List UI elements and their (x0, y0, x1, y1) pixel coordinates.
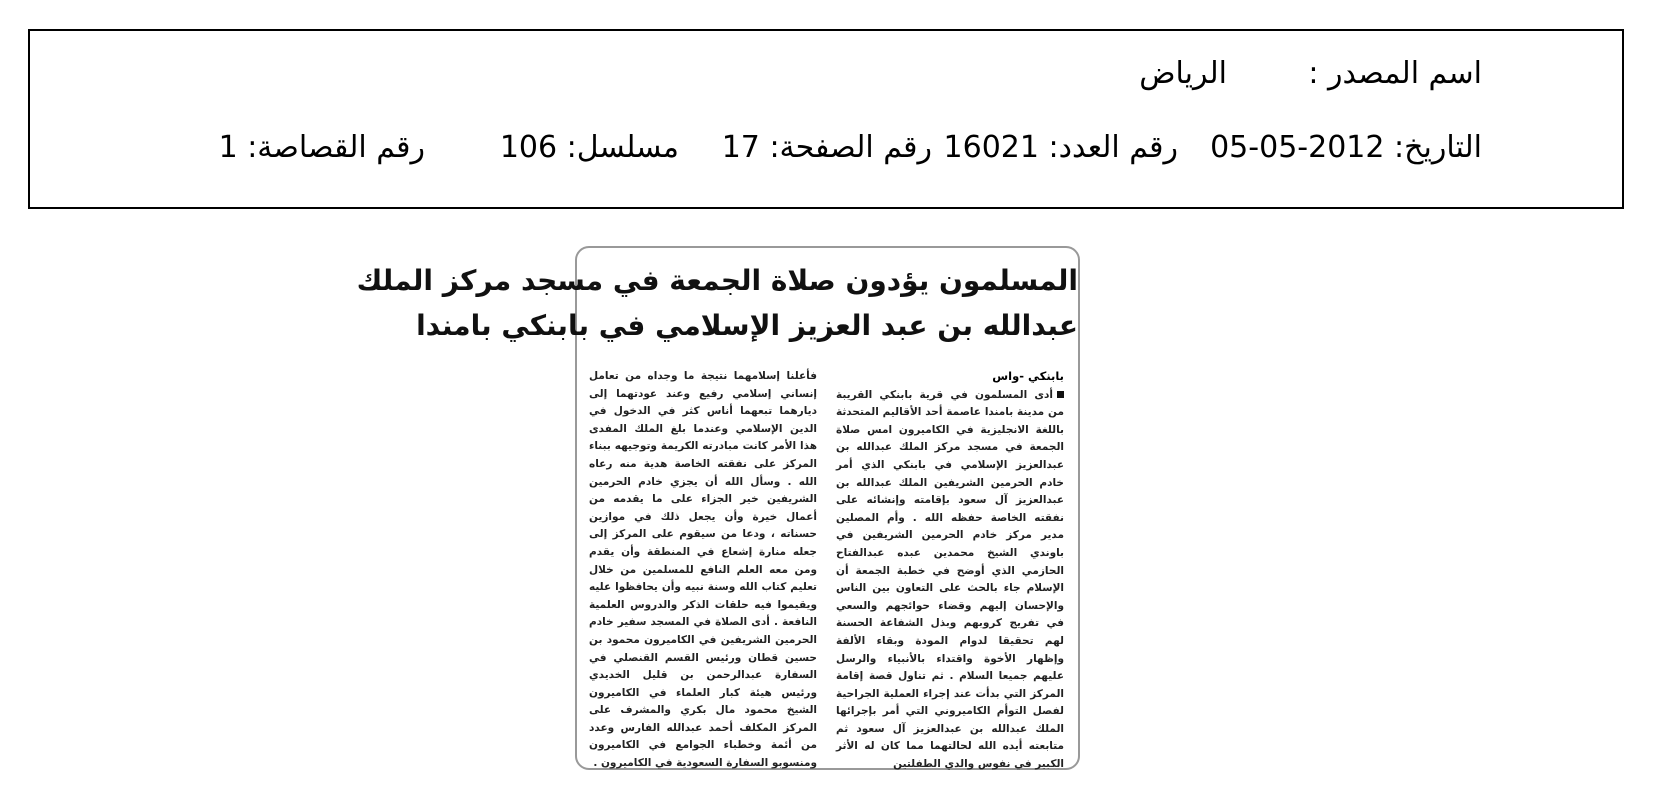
bullet-icon (1057, 391, 1064, 398)
article-column-right (836, 368, 1064, 774)
source-label: اسم المصدر : (1308, 56, 1482, 91)
column-right-text: أدى المسلمون في قرية بابنكي القريبة من مدينة بامندا عاصمة أحد الأقاليم المتحدثة باللغة الانجليزية في الكاميرون امس صلاة الجمعة في مسجد مركز الملك عبدالله بن عبدالعزيز الإسلامي في بابنكي الذي أمر خادم الحرمين الشريفين الملك عبدالله بن عبدالعزيز آل سعود بإقامته وإنشائه على نفقته الخاصة حفظه الله . وأم المصلين مدير مركز خادم الحرمين الشريفين في باوندي الشيخ محمدين عبده عبدالفتاح الحازمي الذي أوضح في خطبة الجمعة أن الإسلام جاء بالحث على التعاون بين الناس والإحسان إليهم وقضاء حوائجهم والسعي في تفريج كروبهم وبذل الشفاعة الحسنة لهم تحقيقا لدوام المودة وبقاء الألفة وإظهار الأخوة واقتداء بالأنبياء والرسل عليهم جميعا السلام . ثم تناول قصة إقامة المركز التي بدأت عند إجراء العملية الجراحية لفصل التوأم الكاميروني التي أمر بإجرائها الملك عبدالله بن عبدالعزيز آل سعود ثم متابعته أيده الله لحالتهما مما كان له الأثر الكبير في نفوس والدي الطفلتين (836, 388, 1064, 771)
clip-number-field: رقم القصاصة: 1 (218, 130, 425, 165)
date-field: التاريخ: 2012-05-05 (1210, 130, 1482, 165)
headline-line-1: المسلمون يؤدون صلاة الجمعة في مسجد مركز الملك (356, 264, 1078, 297)
headline-line-2: عبدالله بن عبد العزيز الإسلامي في بابنكي بامندا (416, 309, 1078, 342)
column-left-text: فأعلنا إسلامهما نتيجة ما وجداه من تعامل إنساني إسلامي رفيع وعند عودتهما إلى ديارهما تبعهما أناس كثر في الدخول في الدين الإسلامي وعندما بلغ الملك المفدى هذا الأمر كانت مبادرته الكريمة وتوجيهه ببناء المركز على نفقته الخاصة هدية منه رعاه الله . وسأل الله أن يجزي خادم الحرمين الشريفين خير الجزاء على ما يقدمه من أعمال خيرة وأن يجعل ذلك في موازين حسناته ، ودعا من سيقوم على المركز إلى جعله منارة إشعاع في المنطقة وأن يقدم ومن معه العلم النافع للمسلمين من خلال تعليم كتاب الله وسنة نبيه وأن يحافظوا عليه ويقيموا فيه حلقات الذكر والدروس العلمية النافعة . أدى الصلاة في المسجد سفير خادم الحرمين الشريفين في الكاميرون محمود بن حسين قطان ورئيس القسم القنصلي في السفارة عبدالرحمن بن قليل الخديدي ورئيس هيئة كبار العلماء في الكاميرون الشيخ محمود مال بكري والمشرف على المركز المكلف أحمد عبدالله الفارس وعدد من أئمة وخطباء الجوامع في الكاميرون ومنسوبو السفارة السعودية في الكاميرون . (589, 370, 817, 770)
newspaper-clipping (356, 246, 1080, 771)
article-column-left (589, 368, 817, 773)
serial-field: مسلسل: 106 (499, 130, 679, 165)
metadata-header (28, 29, 1624, 209)
page-number-field: رقم الصفحة: 17 (721, 130, 932, 165)
dateline: بابنكي -واس (992, 369, 1064, 383)
source-value: الرياض (1139, 56, 1227, 91)
issue-number-field: رقم العدد: 16021 (943, 130, 1178, 165)
